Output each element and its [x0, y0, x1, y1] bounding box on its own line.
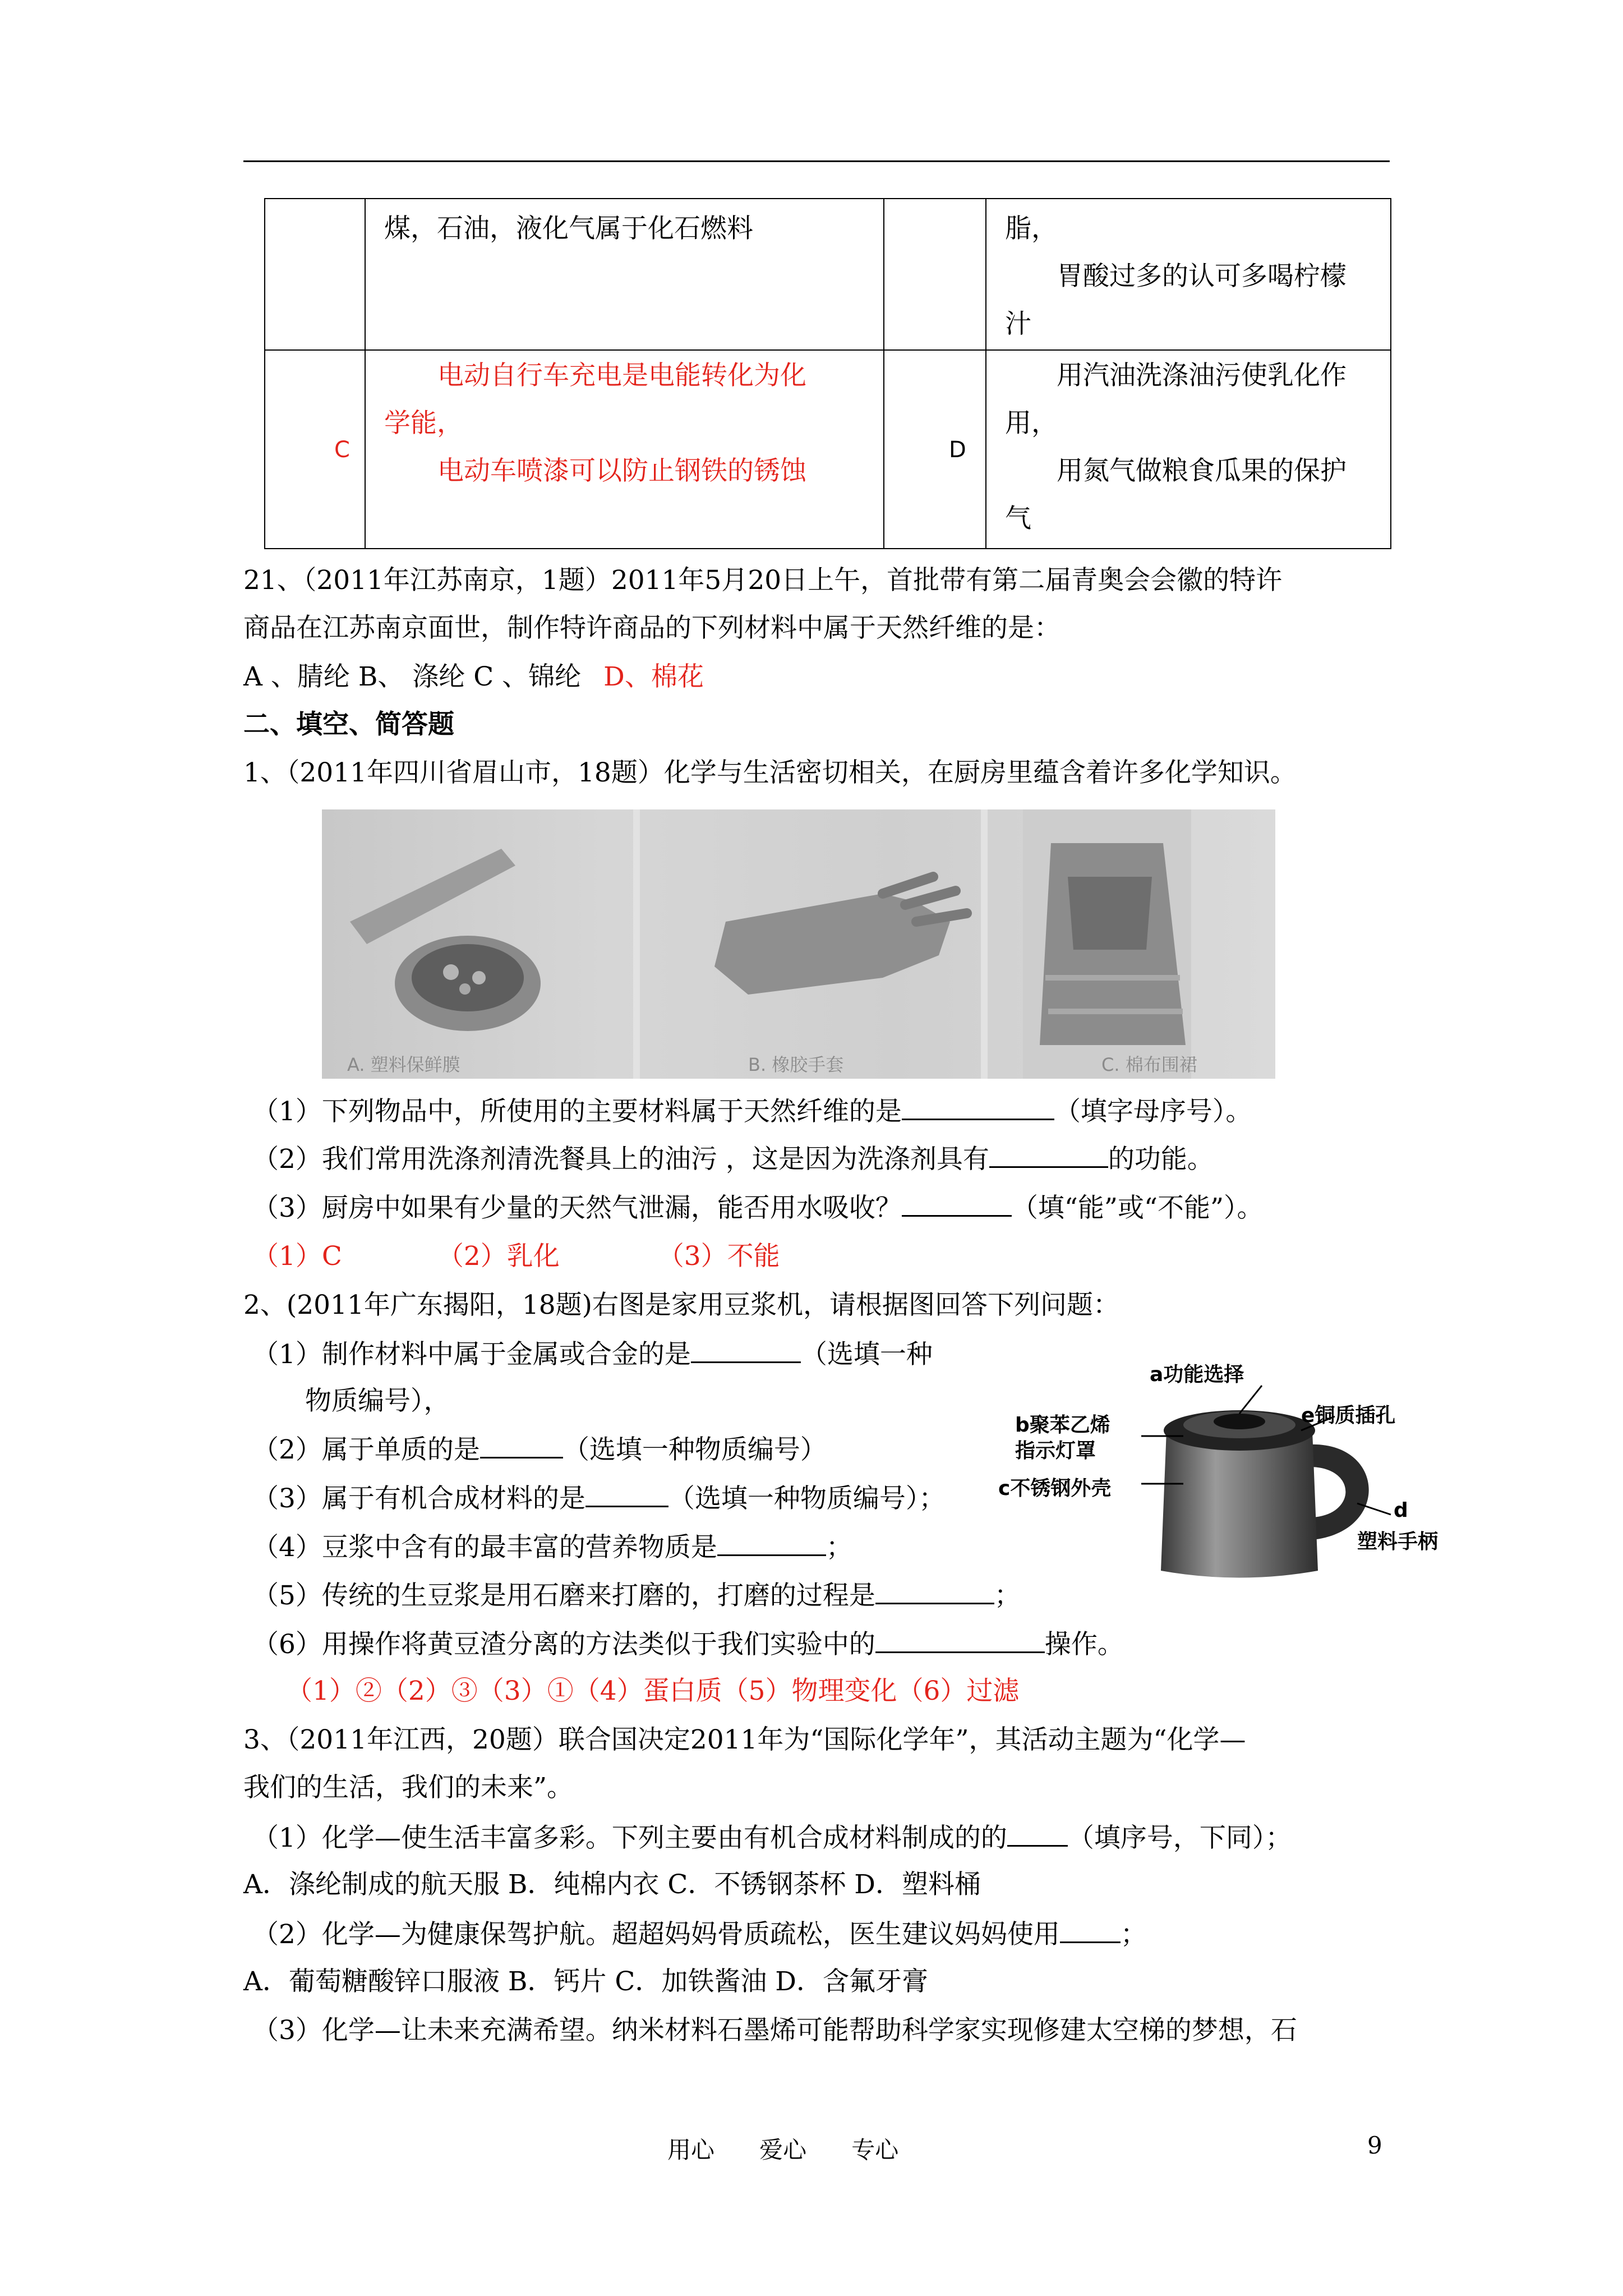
rubber-glove-icon [714, 877, 967, 995]
table-border-top [264, 198, 1391, 199]
row2-right-line-1: 用汽油洗涤油污使乳化作 [1057, 360, 1347, 391]
photo-label-b: B. 橡胶手套 [748, 1054, 844, 1075]
q2-part-3-prompt: （3）属于有机合成材料的是 [252, 1483, 585, 1514]
q3-part-2-options: A．葡萄糖酸锌口服液 B．钙片 C．加铁酱油 D．含氟牙膏 [243, 1966, 928, 1997]
q1-answers [252, 1240, 780, 1273]
figure-label-d1: d [1394, 1499, 1408, 1522]
q21-options [243, 660, 704, 694]
q2-part-2-prompt: （2）属于单质的是 [252, 1434, 480, 1465]
q3-part-1-suffix: （填序号，下同）； [1067, 1823, 1292, 1853]
figure-label-c: c不锈钢外壳 [998, 1477, 1112, 1500]
q2-part-2 [252, 1432, 827, 1467]
table-divider-2 [883, 198, 884, 549]
q2-part-1-continued: 物质编号）， [305, 1386, 450, 1416]
q1-answer-1: （1）C [252, 1241, 342, 1272]
figure-label-d2: 塑料手柄 [1357, 1530, 1438, 1553]
q2-part-3 [252, 1481, 945, 1516]
q1-part-3-blank[interactable] [902, 1190, 1012, 1217]
q3-line-2: 我们的生活，我们的未来”。 [243, 1772, 574, 1803]
figure-label-e: e铜质插孔 [1301, 1404, 1396, 1427]
q2-part-3-suffix: （选填一种物质编号）； [668, 1483, 946, 1514]
kitchen-items-illustration [322, 809, 1275, 1079]
q1-part-2-suffix: 的功能。 [1108, 1144, 1214, 1175]
q2-part-5-suffix: ； [994, 1580, 1021, 1611]
row1-right-line-2: 胃酸过多的认可多喝柠檬 [1057, 261, 1347, 292]
q2-part-5-prompt: （5）传统的生豆浆是用石磨来打磨的，打磨的过程是 [252, 1580, 875, 1611]
q2-part-1-blank[interactable] [691, 1337, 801, 1363]
q2-part-4-blank[interactable] [717, 1530, 826, 1556]
q2-part-4-suffix: ； [826, 1532, 852, 1563]
table-divider-1 [365, 198, 366, 549]
q1-part-2 [252, 1142, 1214, 1176]
q2-part-5-blank[interactable] [875, 1578, 994, 1604]
row1-left-text: 煤，石油，液化气属于化石燃料 [384, 213, 753, 244]
kitchen-items-photo [322, 809, 1275, 1079]
q2-part-1 [252, 1337, 933, 1372]
table-border-middle [264, 349, 1391, 351]
row1-right-line-3: 汁 [1005, 309, 1031, 339]
row1-right-line-1: 脂， [1005, 213, 1058, 244]
q2-stem: 2、(2011年广东揭阳，18题)右图是家用豆浆机，请根据图回答下列问题： [243, 1290, 1119, 1320]
row2-right-line-2: 用， [1005, 408, 1058, 439]
q1-part-2-blank[interactable] [989, 1142, 1108, 1168]
plastic-wrap-icon [350, 849, 541, 1031]
q2-part-3-blank[interactable] [585, 1481, 668, 1507]
q2-part-4 [252, 1530, 852, 1565]
table-border-right [1390, 198, 1391, 549]
q1-part-3-prompt: （3）厨房中如果有少量的天然气泄漏，能否用水吸收？ [252, 1193, 902, 1223]
q2-part-6-blank[interactable] [875, 1627, 1045, 1653]
q2-part-6-prompt: （6）用操作将黄豆渣分离的方法类似于我们实验中的 [252, 1629, 875, 1660]
q2-part-6 [252, 1627, 1124, 1662]
q1-part-1-blank[interactable] [902, 1094, 1054, 1120]
q1-part-3 [252, 1190, 1264, 1225]
q3-part-2 [252, 1917, 1147, 1952]
photo-label-c: C. 棉布围裙 [1101, 1054, 1197, 1075]
q3-part-1-blank[interactable] [1007, 1820, 1068, 1847]
q2-part-1-suffix: （选填一种 [800, 1339, 933, 1370]
row2-right-label: D [949, 437, 966, 463]
q3-line-1: 3、（2011年江西，20题）联合国决定2011年为“国际化学年”，其活动主题为“化学— [243, 1724, 1246, 1755]
q2-part-1-prompt: （1）制作材料中属于金属或合金的是 [252, 1339, 691, 1370]
q21-line-2: 商品在江苏南京面世，制作特许商品的下列材料中属于天然纤维的是： [243, 613, 1061, 643]
row2-left-line-3: 电动车喷漆可以防止钢铁的锈蚀 [437, 455, 806, 486]
q3-part-2-suffix: ； [1120, 1919, 1147, 1950]
q21-line-1: 21、（2011年江苏南京，1题）2011年5月20日上午，首批带有第二届青奥会会徽的特许 [243, 565, 1283, 596]
q1-answer-2: （2）乳化 [437, 1241, 560, 1272]
q3-part-1 [252, 1820, 1292, 1855]
figure-label-b2: 指示灯罩 [1015, 1439, 1096, 1462]
q3-part-2-prompt: （2）化学—为健康保驾护航。超超妈妈骨质疏松，医生建议妈妈使用 [252, 1919, 1060, 1950]
q1-part-1 [252, 1094, 1252, 1129]
photo-label-a: A. 塑料保鲜膜 [347, 1054, 460, 1075]
q21-options-text: A 、腈纶 B、 涤纶 C 、锦纶 [243, 661, 582, 692]
q3-part-3: （3）化学—让未来充满希望。纳米材料石墨烯可能帮助科学家实现修建太空梯的梦想，石 [252, 2015, 1297, 2046]
q3-part-1-prompt: （1）化学—使生活丰富多彩。下列主要由有机合成材料制成的的 [252, 1823, 1007, 1853]
table-border-left [264, 198, 265, 549]
figure-label-b1: b聚苯乙烯 [1015, 1414, 1110, 1437]
header-rule [243, 160, 1390, 162]
table-border-bottom [264, 548, 1391, 549]
q21-answer: D、棉花 [603, 661, 704, 692]
row2-right-line-3: 用氮气做粮食瓜果的保护 [1057, 455, 1347, 486]
q2-part-2-blank[interactable] [480, 1432, 563, 1458]
q1-part-2-prompt: （2）我们常用洗涤剂清洗餐具上的油污 ，这是因为洗涤剂具有 [252, 1144, 989, 1175]
q1-answer-3: （3）不能 [657, 1241, 780, 1272]
row2-left-label: C [334, 437, 350, 463]
figure-label-a: a功能选择 [1150, 1363, 1244, 1386]
cotton-apron-icon [1023, 809, 1191, 1079]
q2-part-2-suffix: （选填一种物质编号） [562, 1434, 827, 1465]
q3-part-1-options: A．涤纶制成的航天服 B．纯棉内衣 C．不锈钢茶杯 D．塑料桶 [243, 1869, 981, 1900]
q2-part-4-prompt: （4）豆浆中含有的最丰富的营养物质是 [252, 1532, 717, 1563]
q2-part-6-suffix: 操作。 [1044, 1629, 1124, 1660]
q1-stem: 1、（2011年四川省眉山市，18题）化学与生活密切相关，在厨房里蕴含着许多化学知识。 [243, 757, 1297, 788]
q1-part-1-suffix: （填字母序号）。 [1054, 1096, 1252, 1127]
q1-part-1-prompt: （1）下列物品中，所使用的主要材料属于天然纤维的是 [252, 1096, 902, 1127]
q1-part-3-suffix: （填“能”或“不能”）。 [1011, 1193, 1264, 1223]
row2-left-line-1: 电动自行车充电是电能转化为化 [437, 360, 806, 391]
q2-part-5 [252, 1578, 1021, 1613]
row2-right-line-4: 气 [1005, 503, 1031, 534]
soymilk-machine-figure [998, 1346, 1481, 1588]
section-title: 二、填空、简答题 [243, 709, 454, 740]
q3-part-2-blank[interactable] [1060, 1917, 1121, 1943]
q2-answer: （1）②（2）③（3）①（4）蛋白质（5）物理变化（6）过滤 [286, 1676, 1020, 1706]
row2-left-line-2: 学能， [384, 408, 463, 439]
footer-motto: 用心 爱心 专心 [667, 2136, 899, 2164]
table-divider-3 [985, 198, 986, 549]
page-number: 9 [1367, 2132, 1382, 2159]
